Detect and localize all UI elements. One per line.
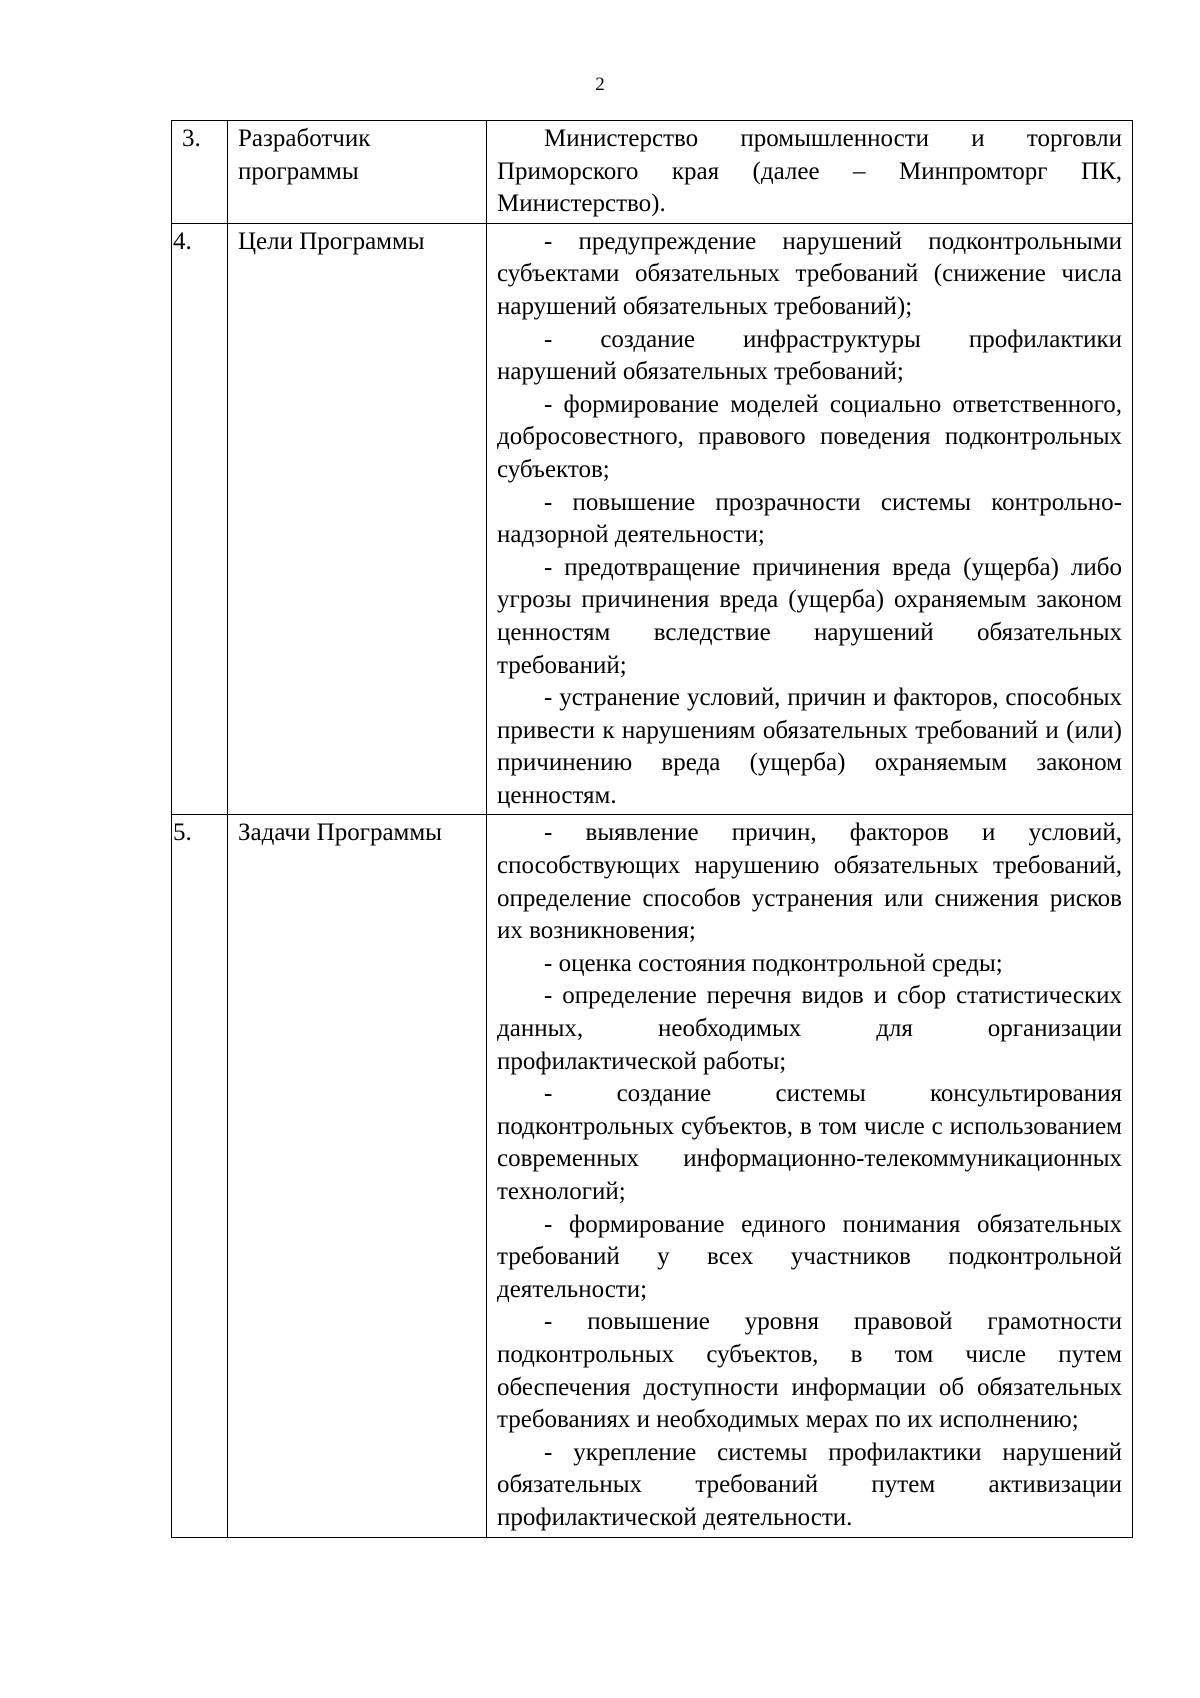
list-item: - устранение условий, причин и факторов, способных привести к нарушениям обязательных требований и (или) причинению вреда (ущерба) охраняемым законом ценностям. (497, 684, 1122, 809)
table-row-goals (172, 223, 1133, 815)
table-row-tasks (172, 815, 1133, 1537)
list-item: - предупреждение нарушений подконтрольными субъектами обязательных требований (снижение числа нарушений обязательных требований); (497, 227, 1122, 320)
list-item: - определение перечня видов и сбор статистических данных, необходимых для организации профилактической работы; (497, 982, 1122, 1075)
table-row-developer (172, 121, 1133, 224)
row-label: Задачи Программы (228, 815, 487, 1537)
row-content (487, 815, 1133, 1537)
list-item: - создание системы консультирования подконтрольных субъектов, в том числе с использованием современных информационно-телекоммуникационных технологий; (497, 1080, 1122, 1205)
list-item: Министерство промышленности и торговли Приморского края (далее – Минпромторг ПК, Министерство). (497, 125, 1122, 218)
list-item: - создание инфраструктуры профилактики нарушений обязательных требований; (497, 325, 1122, 386)
row-number: 4. (172, 223, 228, 815)
list-item: - оценка состояния подконтрольной среды; (544, 949, 1003, 977)
row-label: Цели Программы (228, 223, 487, 815)
page-number: 2 (595, 74, 605, 95)
list-item: - укрепление системы профилактики нарушений обязательных требований путем активизации профилактической деятельности. (497, 1438, 1122, 1531)
list-item: - предотвращение причинения вреда (ущерба) либо угрозы причинения вреда (ущерба) охраняемым законом ценностям вследствие нарушений обязательных требований; (497, 553, 1122, 679)
list-item: - повышение прозрачности системы контрольно-надзорной деятельности; (497, 488, 1122, 549)
row-number: 3. (172, 121, 228, 224)
list-item: - формирование моделей социально ответственного, добросовестного, правового поведения подконтрольных субъектов; (497, 390, 1122, 483)
row-label: Разработчик программы (228, 121, 487, 224)
list-item: - выявление причин, факторов и условий, способствующих нарушению обязательных требований, определение способов устранения или снижения рисков их возникновения; (497, 819, 1122, 945)
list-item: - формирование единого понимания обязательных требований у всех участников подконтрольной деятельности; (497, 1210, 1122, 1303)
row-number: 5. (172, 815, 228, 1537)
list-item: - повышение уровня правовой грамотности подконтрольных субъектов, в том числе путем обеспечения доступности информации об обязательных требованиях и необходимых мерах по их исполнению; (497, 1308, 1122, 1434)
program-passport-table (171, 120, 1133, 1538)
row-content (487, 223, 1133, 815)
row-content (487, 121, 1133, 224)
